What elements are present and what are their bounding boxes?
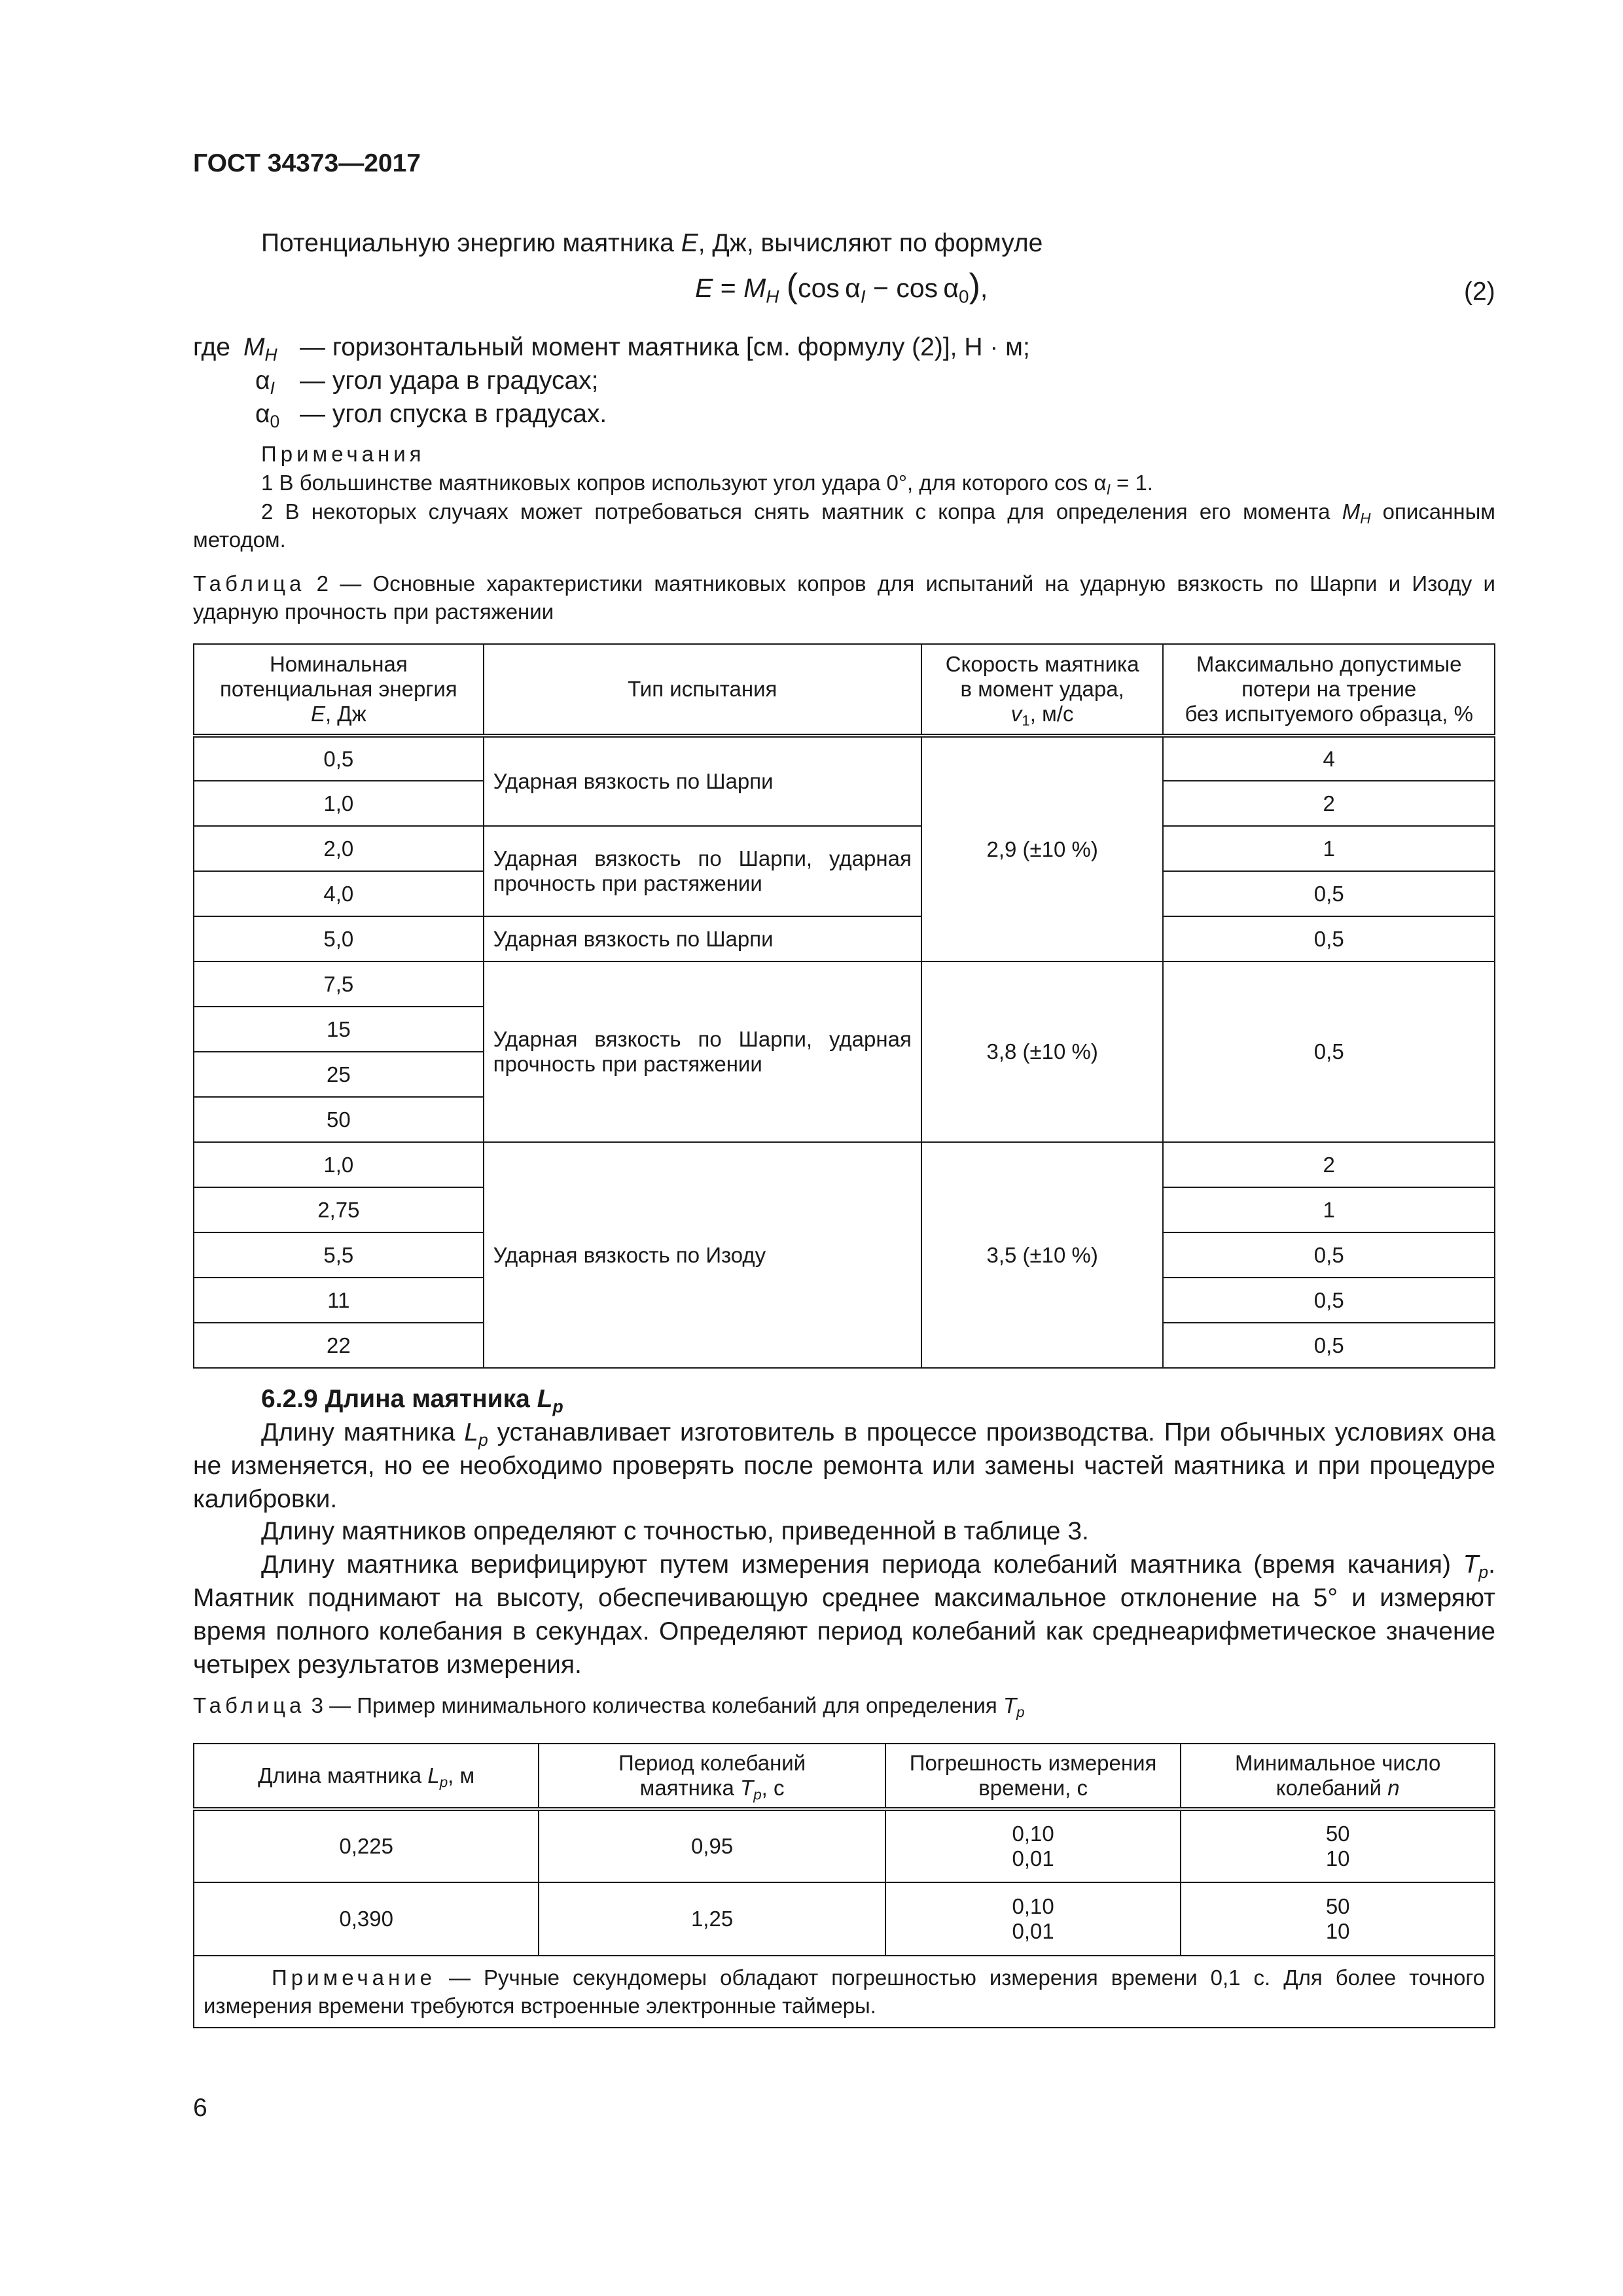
- formula-number: (2): [1464, 278, 1495, 306]
- section-paragraph-1: Длину маятника $L_p$ устанавливает изготовитель в процессе производства. При обычных условиях она не изменяется, но ее необходимо проверять после ремонта или замены частей маятника и при процедуре калибровки.: [193, 1418, 1495, 1513]
- t2-energy: 2,0: [194, 826, 484, 871]
- t3-length: 0,225: [194, 1809, 539, 1882]
- t2-type: Ударная вязкость по Шарпи, ударная прочность при растяжении: [484, 961, 921, 1142]
- section-paragraph-3: Длину маятника верифицируют путем измерения периода колебаний маятника (время качания) $T_p$. Маятник поднимают на высоту, обеспечивающую среднее максимальное отклонение на 5° и измеряют время полного колебания в секундах. Определяют период колебаний как среднеарифметическое значение четырех результатов измерения.: [193, 1551, 1495, 1679]
- t2-loss: 1: [1163, 826, 1495, 871]
- t3-count-value: 50: [1325, 1894, 1350, 1918]
- section-paragraph-2: Длину маятников определяют с точностью, приведенной в таблице 3.: [261, 1517, 1089, 1545]
- formula: $E = M_H$ (cos $\alpha_I - \cos \alpha_0$),: [695, 267, 988, 307]
- t3-count-value: 10: [1325, 1846, 1350, 1871]
- t3-error-value: 0,10: [1012, 1821, 1054, 1846]
- t2-header-energy: Номинальная потенциальная энергия E, Дж: [194, 644, 484, 736]
- t2-speed: 3,8 (±10 %): [921, 961, 1164, 1142]
- t2-energy: 15: [194, 1007, 484, 1052]
- t2-energy: 22: [194, 1323, 484, 1368]
- t2-energy: 2,75: [194, 1187, 484, 1232]
- t2-energy: 1,0: [194, 781, 484, 826]
- t2-speed: 2,9 (±10 %): [921, 736, 1164, 961]
- table2-caption-text: 2 — Основные характеристики маятниковых копров для испытаний на ударную вязкость по Шарпи и Изоду и ударную прочность при растяжении: [193, 571, 1495, 624]
- t2-type: Ударная вязкость по Шарпи: [484, 916, 921, 961]
- t3-header-length: Длина маятника $L_p$, м: [194, 1744, 539, 1809]
- t3-period: 0,95: [539, 1809, 885, 1882]
- t3-error-value: 0,10: [1012, 1894, 1054, 1918]
- t2-loss: 0,5: [1163, 871, 1495, 916]
- formula-intro: Потенциальную энергию маятника E, Дж, вычисляют по формуле: [261, 229, 1043, 257]
- t2-loss: 0,5: [1163, 1232, 1495, 1278]
- t2-energy: 11: [194, 1278, 484, 1323]
- t2-loss: 2: [1163, 1142, 1495, 1187]
- t2-energy: 5,0: [194, 916, 484, 961]
- where-lead: где: [193, 333, 230, 361]
- t3-note-label: Примечание: [272, 1965, 437, 1990]
- t2-energy: 1,0: [194, 1142, 484, 1187]
- table-3: [193, 1743, 1495, 2028]
- t3-error-value: 0,01: [1012, 1846, 1054, 1871]
- t3-length: 0,390: [194, 1882, 539, 1956]
- t2-loss: 0,5: [1163, 916, 1495, 961]
- document-header: ГОСТ 34373—2017: [193, 149, 421, 177]
- t2-type: Ударная вязкость по Шарпи, ударная прочность при растяжении: [484, 826, 921, 916]
- where-symbol-alpha-0: $\alpha_0$: [255, 400, 280, 431]
- t2-energy: 0,5: [194, 736, 484, 781]
- t2-energy: 50: [194, 1097, 484, 1142]
- t2-energy: 25: [194, 1052, 484, 1097]
- t2-speed: 3,5 (±10 %): [921, 1142, 1164, 1368]
- t3-header-count: Минимальное число колебаний n: [1181, 1744, 1495, 1809]
- t3-count: [1181, 1882, 1495, 1956]
- t2-loss: 0,5: [1163, 1323, 1495, 1368]
- where-symbol-mh: $M_H$: [243, 333, 277, 365]
- t3-count: [1181, 1809, 1495, 1882]
- t3-note-text: — Ручные секундомеры обладают погрешностью измерения времени 0,1 с. Для более точного измерения времени требуются встроенные электронные таймеры.: [204, 1965, 1486, 2018]
- t2-loss: 1: [1163, 1187, 1495, 1232]
- t3-period: 1,25: [539, 1882, 885, 1956]
- table2-caption-label: Таблица: [193, 571, 306, 596]
- t2-energy: 5,5: [194, 1232, 484, 1278]
- table3-caption-label: Таблица: [193, 1693, 306, 1717]
- t2-type: Ударная вязкость по Шарпи: [484, 736, 921, 826]
- t2-loss: 4: [1163, 736, 1495, 781]
- table2-caption: [193, 569, 1495, 626]
- t3-error: [885, 1809, 1181, 1882]
- t3-count-value: 10: [1325, 1919, 1350, 1943]
- t3-note: [194, 1956, 1495, 2028]
- t2-header-loss: Максимально допустимые потери на трение без испытуемого образца, %: [1163, 644, 1495, 736]
- section-title: 6.2.9 Длина маятника $L_p$: [261, 1385, 563, 1416]
- page-number: 6: [193, 2094, 207, 2122]
- table3-caption: Таблица 3 — Пример минимального количества колебаний для определения $T_p$: [193, 1693, 1025, 1721]
- note-2: 2 В некоторых случаях может потребоваться снять маятник с копра для определения его момента $M_H$ описанным методом.: [193, 499, 1495, 552]
- t2-energy: 4,0: [194, 871, 484, 916]
- t3-header-period: Период колебаний маятника $T_p$, с: [539, 1744, 885, 1809]
- where-symbol-alpha-i: $\alpha_I$: [255, 367, 275, 398]
- where-item-2: — угол удара в градусах;: [300, 367, 599, 395]
- t2-energy: 7,5: [194, 961, 484, 1007]
- t3-error: [885, 1882, 1181, 1956]
- t3-header-error: Погрешность измерения времени, с: [885, 1744, 1181, 1809]
- where-item-3: — угол спуска в градусах.: [300, 400, 607, 428]
- t2-header-speed: Скорость маятника в момент удара, $v_1$, м/с: [921, 644, 1164, 736]
- t2-loss: 0,5: [1163, 961, 1495, 1142]
- note-1: 1 В большинстве маятниковых копров используют угол удара 0°, для которого $\cos \alpha_I = 1$.: [261, 471, 1153, 498]
- t2-header-type: Тип испытания: [484, 644, 921, 736]
- t2-type: Ударная вязкость по Изоду: [484, 1142, 921, 1368]
- t2-loss: 2: [1163, 781, 1495, 826]
- where-item-1: — горизонтальный момент маятника [см. формулу (2)], Н · м;: [300, 333, 1030, 361]
- table-2: [193, 643, 1495, 1369]
- t2-loss: 0,5: [1163, 1278, 1495, 1323]
- notes-title: Примечания: [261, 442, 425, 466]
- t3-count-value: 50: [1325, 1821, 1350, 1846]
- t3-error-value: 0,01: [1012, 1919, 1054, 1943]
